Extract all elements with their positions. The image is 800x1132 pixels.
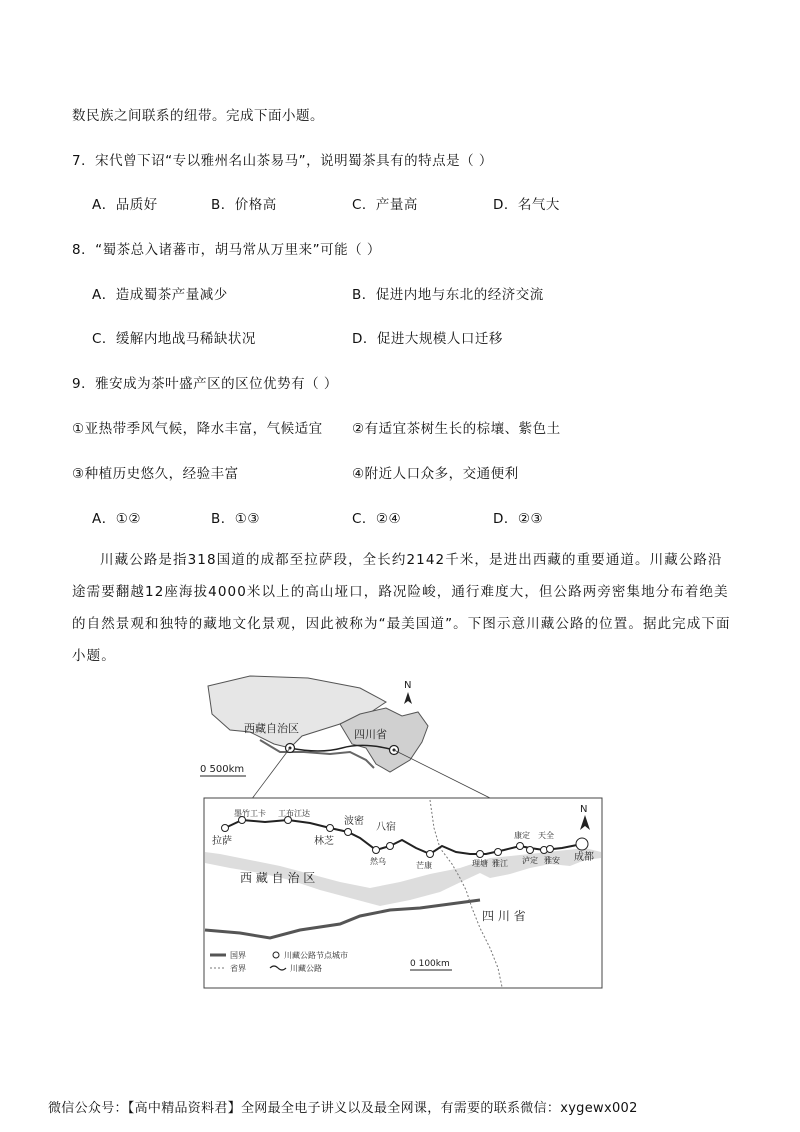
legend-provincial-border: 省界 <box>230 964 246 973</box>
city-lhasa: 拉萨 <box>212 836 232 847</box>
city-litang: 理塘 <box>472 859 488 868</box>
city-tianquan: 天全 <box>538 831 554 840</box>
q9-statement-4: ④附近人口众多，交通便利 <box>352 466 519 482</box>
highway-location-map <box>190 668 610 998</box>
q9-option-d: D．②③ <box>493 511 544 527</box>
legend-highway: 川藏公路 <box>290 964 322 973</box>
city-ranwu: 然乌 <box>370 857 386 866</box>
city-yajiang: 雅江 <box>492 859 508 868</box>
q8-option-c: C．缓解内地战马稀缺状况 <box>92 331 256 347</box>
q7-option-d: D．名气大 <box>493 197 560 213</box>
city-kangding: 康定 <box>514 831 530 840</box>
overview-scale: 0 500km <box>200 764 245 775</box>
q7-option-c: C．产量高 <box>352 197 418 213</box>
q8-option-b: B．促进内地与东北的经济交流 <box>352 287 544 303</box>
q9-option-b: B．①③ <box>211 511 260 527</box>
question-9-stem: 9．雅安成为茶叶盛产区的区位优势有（ ） <box>72 376 338 392</box>
city-yaan: 雅安 <box>544 856 560 865</box>
overview-label-sichuan: 四川省 <box>354 728 387 741</box>
question-8-stem: 8．“蜀茶总入诸蕃市，胡马常从万里来”可能（ ） <box>72 242 381 258</box>
legend-node-city: 川藏公路节点城市 <box>284 951 348 960</box>
q7-option-b: B．价格高 <box>211 197 277 213</box>
legend-national-border: 国界 <box>230 951 246 960</box>
detail-scale: 0 100km <box>410 959 450 969</box>
passage-sichuan-tibet-highway: 川藏公路是指318国道的成都至拉萨段，全长约2142千米，是进出西藏的重要通道。川藏公路沿途需要翻越12座海拔4000米以上的高山垭口，路况险峻，通行难度大，但公路两旁密集地分布着绝美的自然景观和独特的藏地文化景观，因此被称为“最美国道”。下图示意川藏公路的位置。据此完成下面小题。 <box>72 552 731 664</box>
detail-label-tibet: 西 藏 自 治 区 <box>240 871 316 885</box>
q7-option-a: A．品质好 <box>92 197 158 213</box>
city-chengdu: 成都 <box>574 852 594 863</box>
overview-label-tibet: 西藏自治区 <box>244 722 299 735</box>
q9-statement-3: ③种植历史悠久，经验丰富 <box>72 466 239 482</box>
city-gongbogyamda: 工布江达 <box>278 809 310 818</box>
svg-text:N: N <box>404 680 412 691</box>
intro-tail: 数民族之间联系的纽带。完成下面小题。 <box>72 108 324 124</box>
city-maizhokunggar: 墨竹工卡 <box>234 809 266 818</box>
city-bomi: 波密 <box>344 816 364 827</box>
q9-option-a: A．①② <box>92 511 141 527</box>
q9-option-c: C．②④ <box>352 511 402 527</box>
overview-north-arrow-icon <box>404 680 412 704</box>
detail-label-sichuan: 四 川 省 <box>482 909 526 923</box>
q9-statement-1: ①亚热带季风气候，降水丰富，气候适宜 <box>72 421 323 437</box>
svg-text:N: N <box>580 804 588 815</box>
city-markam: 芒康 <box>416 861 432 870</box>
city-nyingchi: 林芝 <box>314 836 334 847</box>
city-luding: 泸定 <box>522 856 538 865</box>
question-7-stem: 7．宋代曾下诏“专以雅州名山茶易马”，说明蜀茶具有的特点是（ ） <box>72 153 493 169</box>
city-baxoi: 八宿 <box>376 822 396 833</box>
q9-statement-2: ②有适宜茶树生长的棕壤、紫色土 <box>352 421 561 437</box>
q8-option-a: A．造成蜀茶产量减少 <box>92 287 228 303</box>
footer-contact: 微信公众号：【高中精品资料君】全网最全电子讲义以及最全网课，有需要的联系微信：xygewx002 <box>48 1101 638 1116</box>
q8-option-d: D．促进大规模人口迁移 <box>352 331 503 347</box>
